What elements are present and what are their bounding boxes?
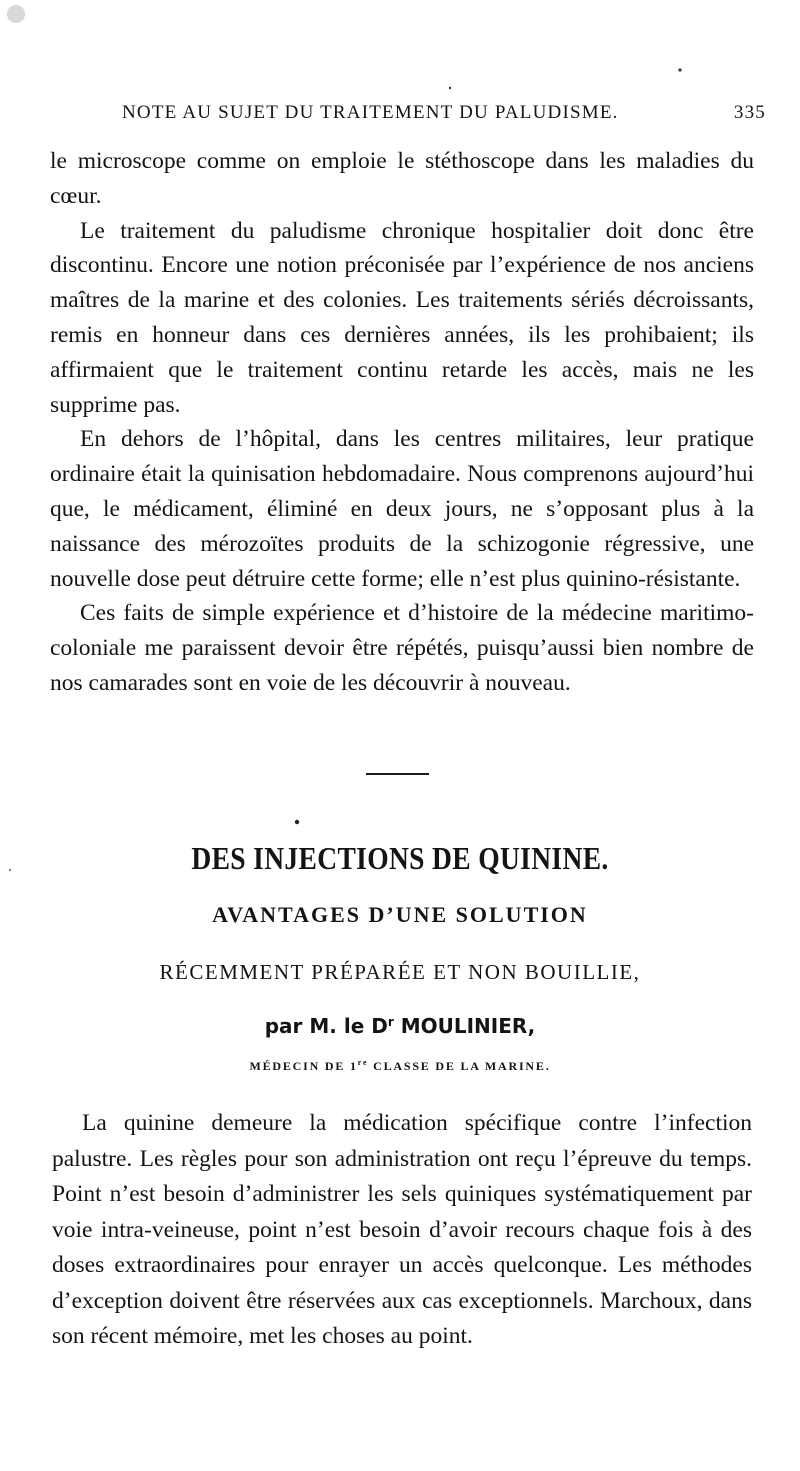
previous-article-body	[50, 144, 754, 701]
speck	[678, 68, 681, 71]
affiliation-superscript: re	[357, 1058, 369, 1067]
article-body	[52, 1106, 752, 1355]
article-title: DES INJECTIONS DE QUININE.	[191, 840, 609, 876]
paragraph: En dehors de l’hôpital, dans les centres militaires, leur pratique ordinaire était la quinisation hebdomadaire. Nous comprenons aujourd’hui que, le médicament, éliminé en deux jours, ne s’opposant plus à la naissance des mérozoïtes produits de la schizogonie régressive, une nouvelle dose peut détruire cette forme; elle n’est plus quinino-résistante.	[50, 426, 754, 592]
corner-smudge	[7, 5, 25, 23]
affiliation-prefix: MÉDECIN DE 1	[249, 1059, 358, 1073]
speck	[449, 87, 451, 89]
speck	[9, 869, 11, 871]
author-byline	[0, 1014, 800, 1038]
paragraph: Ces faits de simple expérience et d’histoire de la médecine maritimo-coloniale me paraissent devoir être répétés, puisqu’aussi bien nombre de nos camarades sont en voie de les découvrir à nouveau.	[50, 600, 754, 696]
running-head-title: NOTE AU SUJET DU TRAITEMENT DU PALUDISME.	[122, 102, 619, 123]
byline-superscript: r	[387, 1015, 394, 1029]
page-number: 335	[733, 102, 766, 123]
author-name: MOULINIER,	[393, 1014, 536, 1038]
author-affiliation	[0, 1058, 800, 1074]
article-subtitle-2: RÉCEMMENT PRÉPARÉE ET NON BOUILLIE,	[159, 960, 641, 984]
article-subtitle-1: AVANTAGES D’UNE SOLUTION	[212, 902, 588, 927]
paragraph: La quinine demeure la médication spécifique contre l’infection palustre. Les règles pour son administration ont reçu l’épreuve du temps. Point n’est besoin d’administrer les sels quiniques systématiquement par voie intra-veineuse, point n’est besoin d’avoir recours chaque fois à des doses extraordinaires pour enrayer un accès quelconque. Les méthodes d’exception doivent être réservées aux cas exceptionnels. Marchoux, dans son récent mémoire, met les choses au point.	[52, 1110, 752, 1349]
speck	[295, 820, 299, 824]
section-divider	[366, 773, 429, 775]
paragraph: Le traitement du paludisme chronique hospitalier doit donc être discontinu. Encore une notion préconisée par l’expérience de nos anciens maîtres de la marine et des colonies. Les traitements sériés décroissants, remis en honneur dans ces dernières années, ils les prohibaient; ils affirmaient que le traitement continu retarde les accès, mais ne les supprime pas.	[50, 217, 754, 418]
affiliation-suffix: CLASSE DE LA MARINE.	[368, 1059, 551, 1073]
paragraph: le microscope comme on emploie le stéthoscope dans les maladies du cœur.	[50, 148, 754, 209]
byline-prefix: par M. le D	[264, 1014, 388, 1038]
